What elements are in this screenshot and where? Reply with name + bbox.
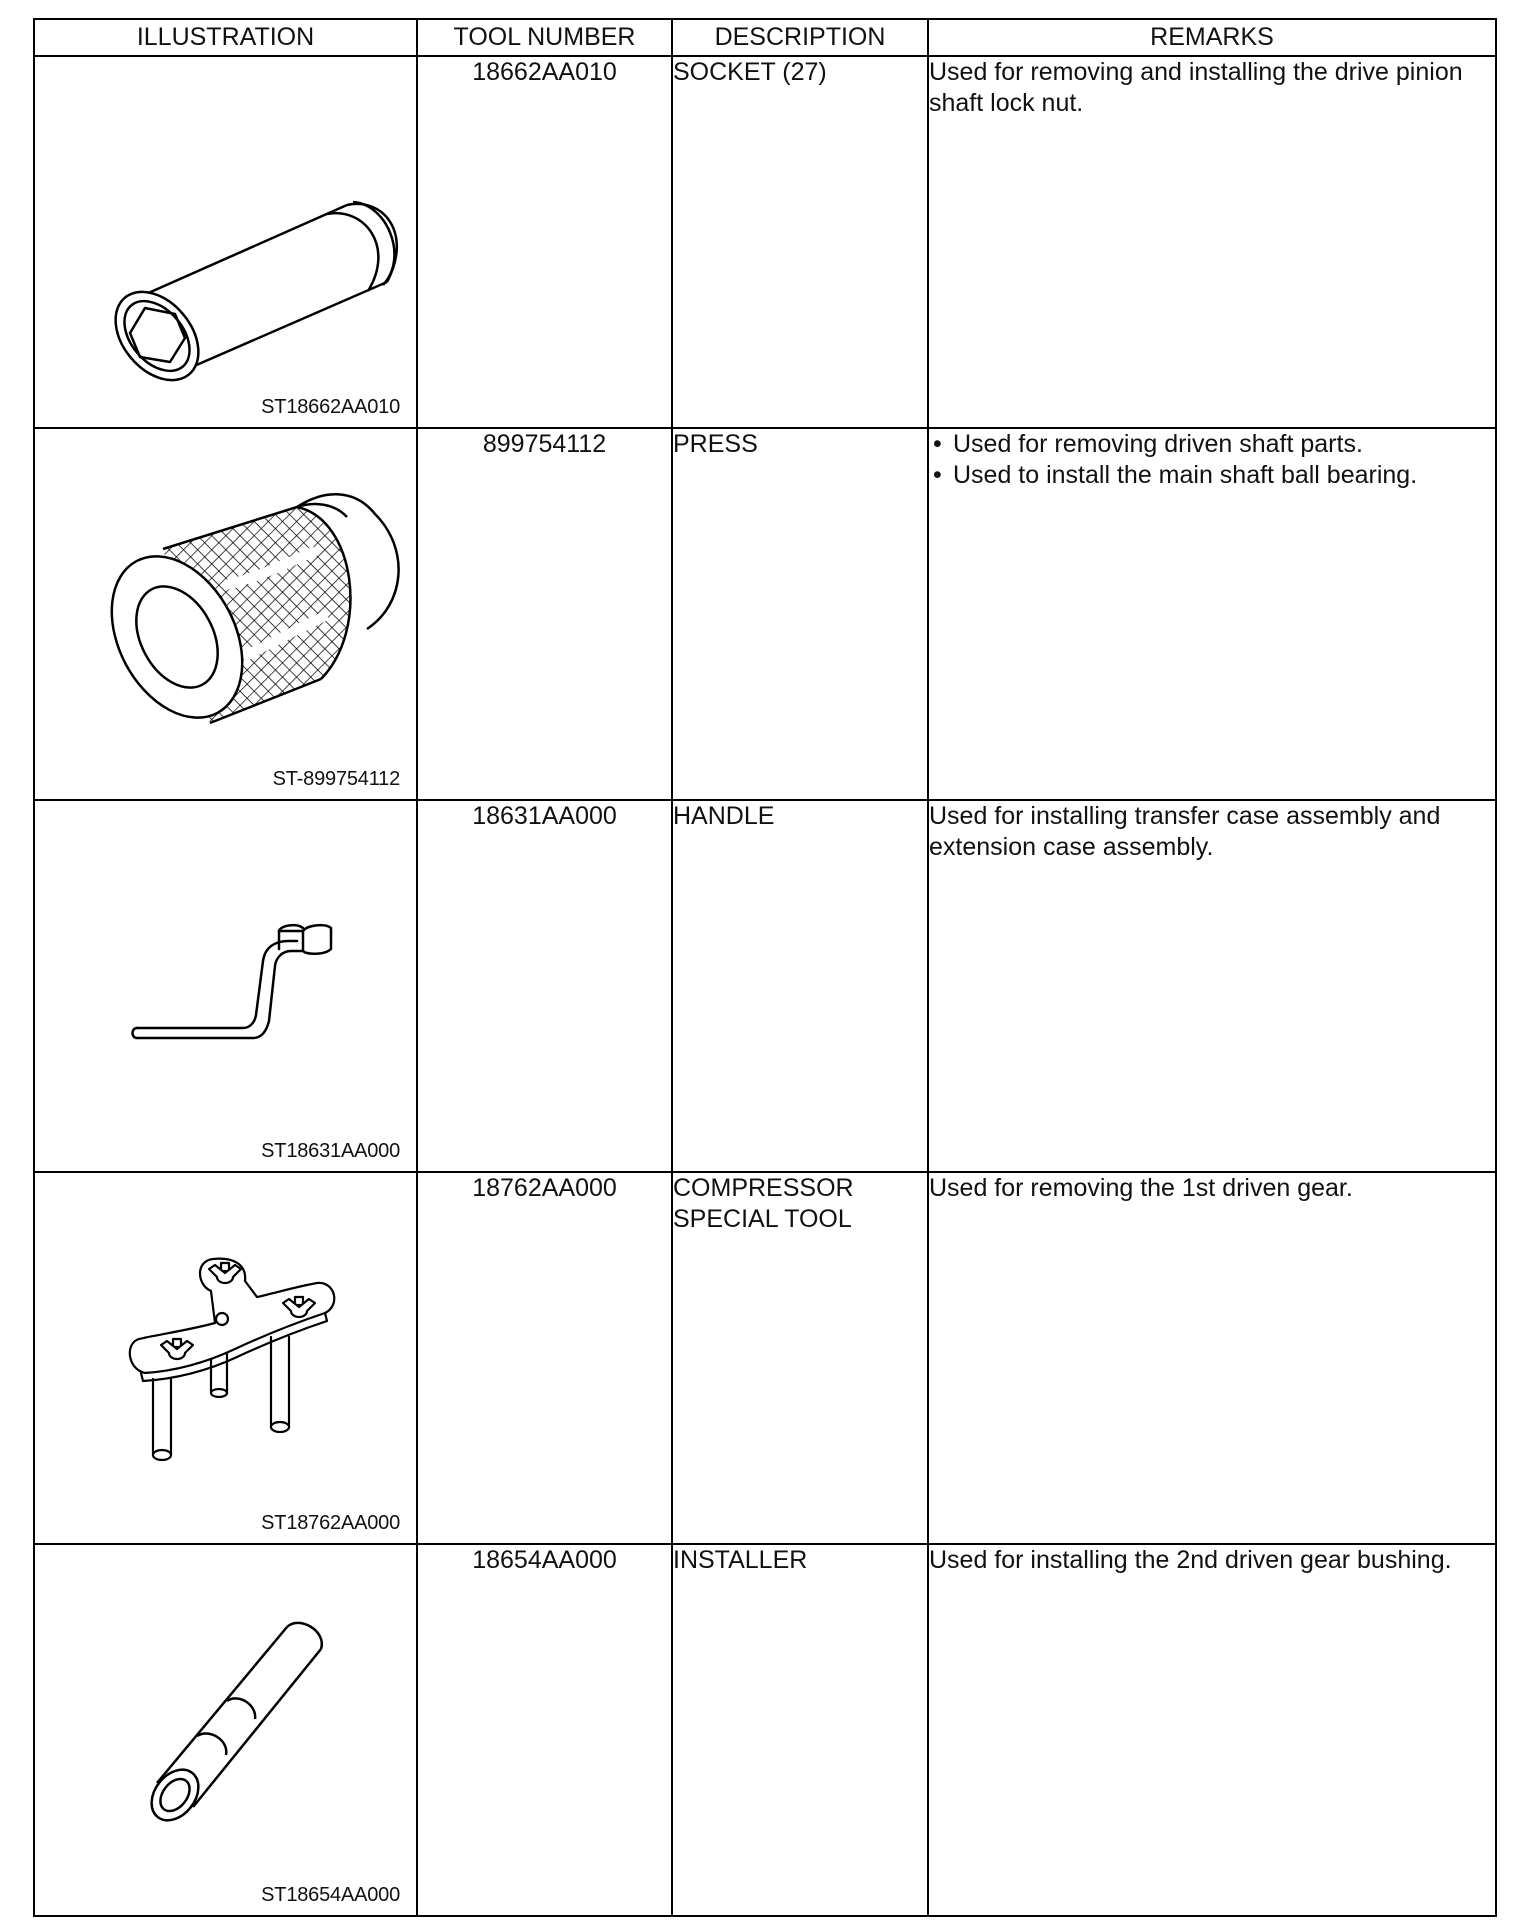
description-cell: COMPRESSOR SPECIAL TOOL: [672, 1172, 928, 1544]
header-tool-number: TOOL NUMBER: [417, 19, 672, 56]
handle-icon: [35, 801, 418, 1171]
remarks-cell: [928, 800, 1496, 1172]
socket-icon: [35, 57, 418, 427]
illustration-caption: ST18654AA000: [261, 1884, 400, 1906]
illustration-cell: [34, 1172, 417, 1544]
remarks-cell: [928, 1172, 1496, 1544]
tool-number-cell: 18762AA000: [417, 1172, 672, 1544]
table-header-row: [34, 19, 1496, 56]
illustration-cell: [34, 56, 417, 428]
tool-number-cell: 899754112: [417, 428, 672, 800]
remark-item: • Used to install the main shaft ball bearing.: [929, 460, 1495, 491]
installer-icon: [35, 1545, 418, 1915]
press-icon: [35, 429, 418, 799]
illustration-cell: [34, 428, 417, 800]
illustration-caption: ST-899754112: [272, 768, 400, 790]
table-row: [34, 428, 1496, 800]
remarks-cell: [928, 428, 1496, 800]
description-cell: PRESS: [672, 428, 928, 800]
tool-number-cell: 18631AA000: [417, 800, 672, 1172]
description-cell: HANDLE: [672, 800, 928, 1172]
table-row: [34, 1544, 1496, 1916]
table-row: [34, 800, 1496, 1172]
table-row: [34, 56, 1496, 428]
remarks-cell: [928, 56, 1496, 428]
description-cell: INSTALLER: [672, 1544, 928, 1916]
illustration-cell: [34, 1544, 417, 1916]
header-remarks: REMARKS: [928, 19, 1496, 56]
remark-text: Used for installing the 2nd driven gear bushing.: [929, 1546, 1452, 1574]
tool-number-cell: 18662AA010: [417, 56, 672, 428]
header-illustration: ILLUSTRATION: [34, 19, 417, 56]
remarks-cell: [928, 1544, 1496, 1916]
compressor-tool-icon: [35, 1173, 418, 1543]
remark-text: Used for removing and installing the drive pinion shaft lock nut.: [929, 58, 1463, 117]
tool-number-cell: 18654AA000: [417, 1544, 672, 1916]
illustration-cell: [34, 800, 417, 1172]
special-tools-table: [33, 18, 1497, 1917]
remark-item: • Used for removing driven shaft parts.: [929, 429, 1495, 460]
remarks-list: [929, 429, 1495, 491]
description-cell: SOCKET (27): [672, 56, 928, 428]
illustration-caption: ST18762AA000: [261, 1512, 400, 1534]
illustration-caption: ST18631AA000: [261, 1140, 400, 1162]
table-row: [34, 1172, 1496, 1544]
remark-text: Used for installing transfer case assembly and extension case assembly.: [929, 802, 1441, 861]
remark-text: Used for removing the 1st driven gear.: [929, 1174, 1353, 1202]
header-description: DESCRIPTION: [672, 19, 928, 56]
illustration-caption: ST18662AA010: [261, 396, 400, 418]
